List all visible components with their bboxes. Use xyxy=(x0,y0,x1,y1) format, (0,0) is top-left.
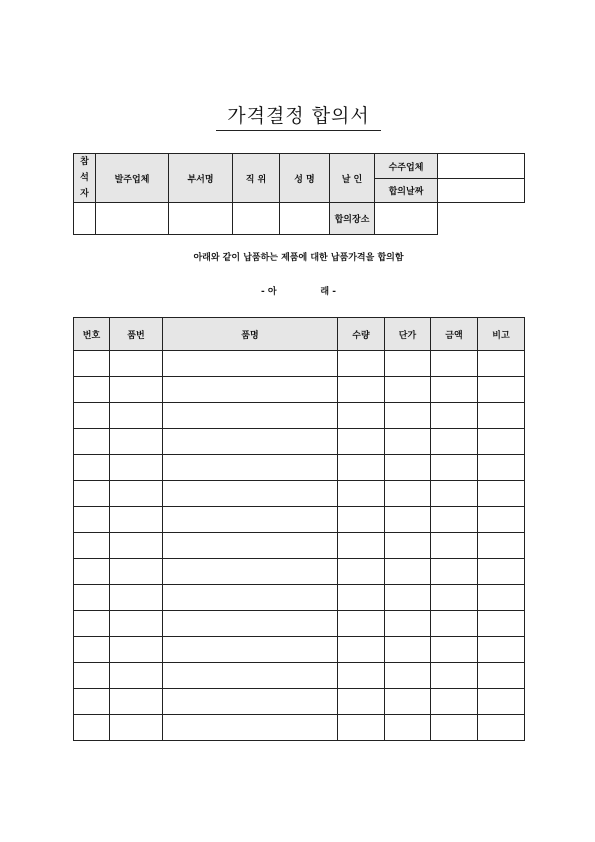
remarks-cell[interactable] xyxy=(478,559,525,585)
remarks-cell[interactable] xyxy=(478,351,525,377)
items-body xyxy=(74,351,525,741)
part-no-cell[interactable] xyxy=(110,637,163,663)
number-cell[interactable] xyxy=(74,559,110,585)
unit-price-cell[interactable] xyxy=(385,559,431,585)
unit-price-cell[interactable] xyxy=(385,351,431,377)
remarks-cell[interactable] xyxy=(478,481,525,507)
side-char-3: 자 xyxy=(80,189,89,199)
amount-cell[interactable] xyxy=(431,533,478,559)
table-row xyxy=(74,429,525,455)
product-name-cell[interactable] xyxy=(163,507,338,533)
amount-cell[interactable] xyxy=(431,637,478,663)
table-row xyxy=(74,507,525,533)
part-no-cell[interactable] xyxy=(110,429,163,455)
part-no-cell[interactable] xyxy=(110,689,163,715)
number-cell[interactable] xyxy=(74,377,110,403)
remarks-cell[interactable] xyxy=(478,611,525,637)
quantity-cell[interactable] xyxy=(338,429,385,455)
col-header-number: 번호 xyxy=(74,318,110,351)
label-agreement-place: 합의장소 xyxy=(330,203,375,235)
label-supplier: 수주업체 xyxy=(375,154,438,179)
part-no-cell[interactable] xyxy=(110,611,163,637)
product-name-cell[interactable] xyxy=(163,533,338,559)
remarks-cell[interactable] xyxy=(478,533,525,559)
unit-price-cell[interactable] xyxy=(385,611,431,637)
amount-cell[interactable] xyxy=(431,481,478,507)
col-header-amount: 금액 xyxy=(431,318,478,351)
number-cell[interactable] xyxy=(74,455,110,481)
part-no-cell[interactable] xyxy=(110,507,163,533)
amount-cell[interactable] xyxy=(431,585,478,611)
quantity-cell[interactable] xyxy=(338,637,385,663)
remarks-cell[interactable] xyxy=(478,377,525,403)
supplier-field[interactable] xyxy=(438,154,525,179)
quantity-cell[interactable] xyxy=(338,689,385,715)
product-name-cell[interactable] xyxy=(163,455,338,481)
number-cell[interactable] xyxy=(74,611,110,637)
remarks-cell[interactable] xyxy=(478,637,525,663)
table-row xyxy=(74,663,525,689)
unit-price-cell[interactable] xyxy=(385,637,431,663)
agreement-statement: 아래와 같이 납품하는 제품에 대한 납품가격을 합의함 xyxy=(193,253,404,263)
unit-price-cell[interactable] xyxy=(385,715,431,741)
attendee-table xyxy=(73,153,525,235)
quantity-cell[interactable] xyxy=(338,351,385,377)
remarks-cell[interactable] xyxy=(478,663,525,689)
remarks-cell[interactable] xyxy=(478,403,525,429)
number-cell[interactable] xyxy=(74,481,110,507)
col-header-part-no: 품번 xyxy=(110,318,163,351)
amount-cell[interactable] xyxy=(431,429,478,455)
part-no-cell[interactable] xyxy=(110,351,163,377)
amount-cell[interactable] xyxy=(431,715,478,741)
col-header-quantity: 수량 xyxy=(338,318,385,351)
table-row xyxy=(74,585,525,611)
side-char-2: 석 xyxy=(80,173,89,183)
number-cell[interactable] xyxy=(74,637,110,663)
product-name-cell[interactable] xyxy=(163,715,338,741)
unit-price-cell[interactable] xyxy=(385,481,431,507)
unit-price-cell[interactable] xyxy=(385,403,431,429)
quantity-cell[interactable] xyxy=(338,559,385,585)
product-name-cell[interactable] xyxy=(163,611,338,637)
amount-cell[interactable] xyxy=(431,507,478,533)
header-department: 부서명 xyxy=(169,154,233,203)
agreement-place-field[interactable] xyxy=(375,203,438,235)
label-agreement-date: 합의날짜 xyxy=(375,179,438,203)
part-no-cell[interactable] xyxy=(110,585,163,611)
product-name-cell[interactable] xyxy=(163,559,338,585)
number-cell[interactable] xyxy=(74,429,110,455)
col-header-unit-price: 단가 xyxy=(385,318,431,351)
product-name-cell[interactable] xyxy=(163,429,338,455)
number-cell[interactable] xyxy=(74,403,110,429)
unit-price-cell[interactable] xyxy=(385,585,431,611)
quantity-cell[interactable] xyxy=(338,663,385,689)
title-underline xyxy=(216,102,381,131)
table-row xyxy=(74,715,525,741)
quantity-cell[interactable] xyxy=(338,403,385,429)
number-cell[interactable] xyxy=(74,351,110,377)
remarks-cell[interactable] xyxy=(478,455,525,481)
table-row xyxy=(74,481,525,507)
quantity-cell[interactable] xyxy=(338,533,385,559)
seal-field[interactable] xyxy=(280,203,330,235)
side-char-1: 참 xyxy=(80,157,89,167)
number-cell[interactable] xyxy=(74,507,110,533)
product-name-cell[interactable] xyxy=(163,637,338,663)
col-header-product-name: 품명 xyxy=(163,318,338,351)
unit-price-cell[interactable] xyxy=(385,455,431,481)
amount-cell[interactable] xyxy=(431,455,478,481)
position-field[interactable] xyxy=(169,203,233,235)
table-row xyxy=(74,559,525,585)
unit-price-cell[interactable] xyxy=(385,689,431,715)
table-row xyxy=(74,533,525,559)
number-cell[interactable] xyxy=(74,663,110,689)
product-name-cell[interactable] xyxy=(163,663,338,689)
product-name-cell[interactable] xyxy=(163,585,338,611)
amount-cell[interactable] xyxy=(431,403,478,429)
number-cell[interactable] xyxy=(74,533,110,559)
part-no-cell[interactable] xyxy=(110,481,163,507)
remarks-cell[interactable] xyxy=(478,507,525,533)
amount-cell[interactable] xyxy=(431,351,478,377)
quantity-cell[interactable] xyxy=(338,507,385,533)
header-seal: 날 인 xyxy=(330,154,375,203)
unit-price-cell[interactable] xyxy=(385,663,431,689)
part-no-cell[interactable] xyxy=(110,715,163,741)
quantity-cell[interactable] xyxy=(338,611,385,637)
part-no-cell[interactable] xyxy=(110,377,163,403)
number-cell[interactable] xyxy=(74,689,110,715)
remarks-cell[interactable] xyxy=(478,585,525,611)
part-no-cell[interactable] xyxy=(110,533,163,559)
product-name-cell[interactable] xyxy=(163,689,338,715)
amount-cell[interactable] xyxy=(431,377,478,403)
remarks-cell[interactable] xyxy=(478,715,525,741)
amount-cell[interactable] xyxy=(431,559,478,585)
table-row xyxy=(74,403,525,429)
amount-cell[interactable] xyxy=(431,663,478,689)
remarks-cell[interactable] xyxy=(478,689,525,715)
col-header-remarks: 비고 xyxy=(478,318,525,351)
table-row xyxy=(74,611,525,637)
quantity-cell[interactable] xyxy=(338,481,385,507)
document-title: 가격결정 합의서 xyxy=(227,105,370,127)
ordering-company-field[interactable] xyxy=(74,203,96,235)
items-table xyxy=(73,317,525,741)
header-ordering-company: 발주업체 xyxy=(96,154,169,203)
number-cell[interactable] xyxy=(74,585,110,611)
amount-cell[interactable] xyxy=(431,611,478,637)
table-row xyxy=(74,689,525,715)
below-marker: - 아 래 - xyxy=(261,287,336,297)
unit-price-cell[interactable] xyxy=(385,507,431,533)
header-position: 직 위 xyxy=(233,154,280,203)
part-no-cell[interactable] xyxy=(110,403,163,429)
amount-cell[interactable] xyxy=(431,689,478,715)
part-no-cell[interactable] xyxy=(110,663,163,689)
table-row xyxy=(74,351,525,377)
unit-price-cell[interactable] xyxy=(385,429,431,455)
table-row xyxy=(74,455,525,481)
part-no-cell[interactable] xyxy=(110,559,163,585)
remarks-cell[interactable] xyxy=(478,429,525,455)
product-name-cell[interactable] xyxy=(163,351,338,377)
header-name: 성 명 xyxy=(280,154,330,203)
part-no-cell[interactable] xyxy=(110,455,163,481)
name-field[interactable] xyxy=(233,203,280,235)
quantity-cell[interactable] xyxy=(338,585,385,611)
quantity-cell[interactable] xyxy=(338,455,385,481)
table-row xyxy=(74,377,525,403)
number-cell[interactable] xyxy=(74,715,110,741)
product-name-cell[interactable] xyxy=(163,481,338,507)
attendee-side-label xyxy=(74,154,96,203)
quantity-cell[interactable] xyxy=(338,377,385,403)
unit-price-cell[interactable] xyxy=(385,377,431,403)
agreement-date-field[interactable] xyxy=(438,179,525,203)
product-name-cell[interactable] xyxy=(163,377,338,403)
product-name-cell[interactable] xyxy=(163,403,338,429)
table-row xyxy=(74,637,525,663)
department-field[interactable] xyxy=(96,203,169,235)
quantity-cell[interactable] xyxy=(338,715,385,741)
unit-price-cell[interactable] xyxy=(385,533,431,559)
